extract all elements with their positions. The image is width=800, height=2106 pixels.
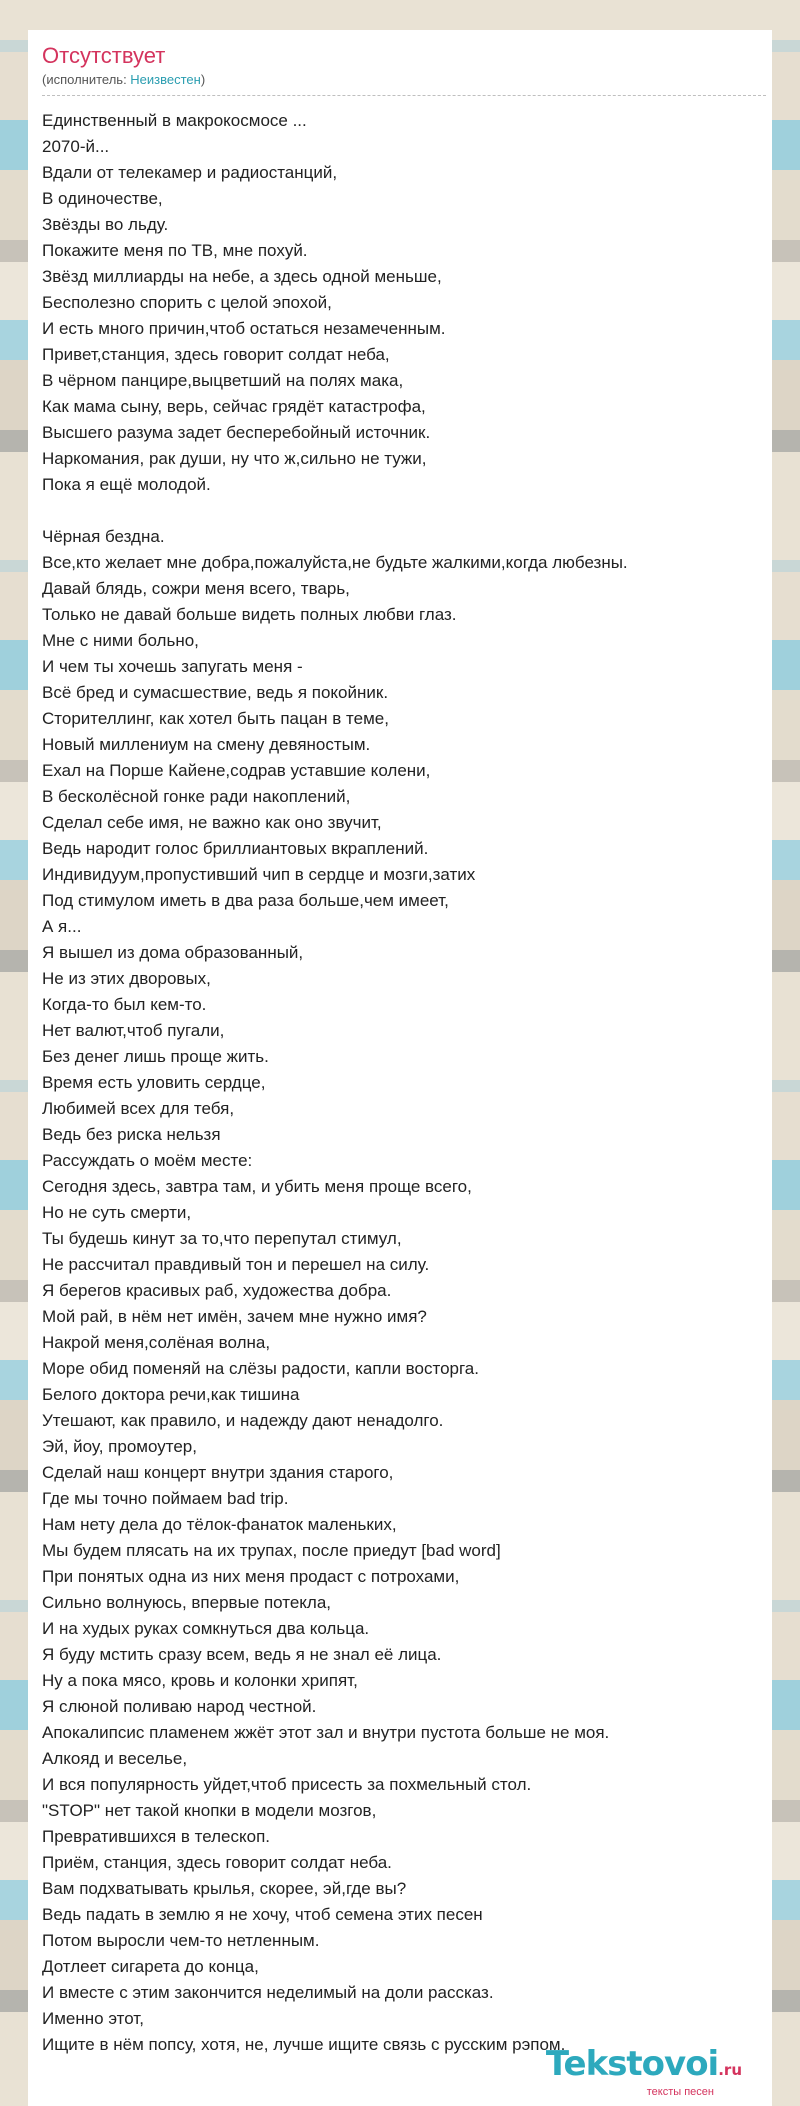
lyrics-text [28, 96, 772, 2058]
logo-wordmark [546, 2046, 742, 2088]
lyric-line: И есть много причин,чтоб остаться незамеченным. [42, 319, 446, 338]
lyric-line: Любимей всех для тебя, [42, 1099, 235, 1118]
lyric-line: В чёрном панцире,выцветший на полях мака, [42, 371, 404, 390]
lyric-line: Приём, станция, здесь говорит солдат неба. [42, 1853, 392, 1872]
lyric-line: Накрой меня,солёная волна, [42, 1333, 271, 1352]
lyric-line: Не из этих дворовых, [42, 969, 211, 988]
lyric-line: Сделай наш концерт внутри здания старого, [42, 1463, 394, 1482]
lyric-line: Чёрная бездна. [42, 527, 165, 546]
lyric-line: Ведь падать в землю я не хочу, чтоб семена этих песен [42, 1905, 483, 1924]
lyric-line: Нет валют,чтоб пугали, [42, 1021, 225, 1040]
lyric-line: Сильно волнуюсь, впервые потекла, [42, 1593, 332, 1612]
lyric-line: Мне с ними больно, [42, 631, 199, 650]
lyric-line: Ты будешь кинут за то,что перепутал стимул, [42, 1229, 402, 1248]
lyric-line: Сторителлинг, как хотел быть пацан в теме, [42, 709, 389, 728]
lyric-line: Я вышел из дома образованный, [42, 943, 304, 962]
lyric-line: Где мы точно поймаем bad trip. [42, 1489, 289, 1508]
lyric-line: И чем ты хочешь запугать меня - [42, 657, 303, 676]
logo-tagline: тексты песен [646, 2086, 714, 2098]
lyric-line: 2070-й... [42, 137, 110, 156]
lyric-line: Море обид поменяй на слёзы радости, капли восторга. [42, 1359, 479, 1378]
song-title: Отсутствует [42, 43, 166, 68]
lyric-line: Именно этот, [42, 2009, 144, 2028]
lyric-line: И вместе с этим закончится неделимый на доли рассказ. [42, 1983, 494, 2002]
lyric-line: При понятых одна из них меня продаст с потрохами, [42, 1567, 460, 1586]
lyric-line: Ехал на Порше Кайене,содрав уставшие колени, [42, 761, 431, 780]
lyric-line: В бесколёсной гонке ради накоплений, [42, 787, 351, 806]
lyric-line: Я берегов красивых раб, художества добра. [42, 1281, 392, 1300]
logo-name: Tekstovoi [545, 2044, 719, 2084]
artist-suffix: ) [200, 72, 206, 87]
lyric-line: В одиночестве, [42, 189, 163, 208]
lyric-line: Покажите меня по ТВ, мне похуй. [42, 241, 308, 260]
lyric-line: Все,кто желает мне добра,пожалуйста,не будьте жалкими,когда любезны. [42, 553, 628, 572]
lyric-line: Вам подхватывать крылья, скорее, эй,где вы? [42, 1879, 407, 1898]
artist-link[interactable]: Неизвестен [130, 72, 201, 87]
lyric-line: Ведь без риска нельзя [42, 1125, 221, 1144]
lyric-line: Я слюной поливаю народ честной. [42, 1697, 317, 1716]
lyric-line: Ищите в нём попсу, хотя, не, лучше ищите связь с русским рэпом. [42, 2035, 566, 2054]
lyric-line: Алкояд и веселье, [42, 1749, 188, 1768]
lyric-line: Апокалипсис пламенем жжёт этот зал и внутри пустота больше не моя. [42, 1723, 610, 1742]
lyric-line: Звёзд миллиарды на небе, а здесь одной меньше, [42, 267, 442, 286]
lyric-line: Время есть уловить сердце, [42, 1073, 266, 1092]
lyric-line: Рассуждать о моём месте: [42, 1151, 253, 1170]
lyric-line: Звёзды во льду. [42, 215, 169, 234]
lyric-line: Мы будем плясать на их трупах, после приедут [bad word] [42, 1541, 501, 1560]
lyric-line: Индивидуум,пропустивший чип в сердце и мозги,затих [42, 865, 476, 884]
artist-line [42, 71, 758, 89]
lyric-line: А я... [42, 917, 82, 936]
lyric-line: Но не суть смерти, [42, 1203, 192, 1222]
logo-suffix: .ru [718, 2061, 742, 2079]
lyric-line: Сделал себе имя, не важно как оно звучит, [42, 813, 382, 832]
lyric-line: Только не давай больше видеть полных любви глаз. [42, 605, 457, 624]
lyric-line: Всё бред и сумасшествие, ведь я покойник. [42, 683, 389, 702]
lyric-line: Ну а пока мясо, кровь и колонки хрипят, [42, 1671, 358, 1690]
lyric-line: Бесполезно спорить с целой эпохой, [42, 293, 332, 312]
lyric-line: Давай блядь, сожри меня всего, тварь, [42, 579, 350, 598]
lyric-line: Белого доктора речи,как тишина [42, 1385, 300, 1404]
artist-prefix: (исполнитель: [42, 72, 131, 87]
lyric-line: И на худых руках сомкнуться два кольца. [42, 1619, 370, 1638]
lyric-line: Дотлеет сигарета до конца, [42, 1957, 259, 1976]
lyric-line: Вдали от телекамер и радиостанций, [42, 163, 338, 182]
lyric-line: Наркомания, рак души, ну что ж,сильно не тужи, [42, 449, 427, 468]
lyric-line: Утешают, как правило, и надежду дают ненадолго. [42, 1411, 444, 1430]
lyric-line: Новый миллениум на смену девяностым. [42, 735, 371, 754]
lyric-line: Пока я ещё молодой. [42, 475, 211, 494]
site-logo[interactable] [546, 2046, 742, 2098]
lyric-line: Превратившихся в телескоп. [42, 1827, 271, 1846]
lyric-line: Эй, йоу, промоутер, [42, 1437, 197, 1456]
lyric-line: Сегодня здесь, завтра там, и убить меня проще всего, [42, 1177, 472, 1196]
lyric-line: И вся популярность уйдет,чтоб присесть за похмельный стол. [42, 1775, 532, 1794]
lyric-line: Не рассчитал правдивый тон и перешел на силу. [42, 1255, 430, 1274]
lyric-line: Как мама сыну, верь, сейчас грядёт катастрофа, [42, 397, 426, 416]
lyric-line: "STOP" нет такой кнопки в модели мозгов, [42, 1801, 377, 1820]
lyric-line: Я буду мстить сразу всем, ведь я не знал её лица. [42, 1645, 442, 1664]
lyric-line: Нам нету дела до тёлок-фанаток маленьких, [42, 1515, 397, 1534]
lyric-line: Когда-то был кем-то. [42, 995, 207, 1014]
lyric-line [42, 498, 758, 524]
song-header [28, 30, 772, 89]
lyric-line: Единственный в макрокосмосе ... [42, 111, 307, 130]
lyric-line: Мой рай, в нём нет имён, зачем мне нужно имя? [42, 1307, 427, 1326]
lyric-line: Ведь народит голос бриллиантовых вкраплений. [42, 839, 429, 858]
lyric-line: Привет,станция, здесь говорит солдат неба, [42, 345, 390, 364]
lyric-line: Без денег лишь проще жить. [42, 1047, 269, 1066]
lyric-line: Высшего разума задет бесперебойный источник. [42, 423, 431, 442]
lyric-line: Под стимулом иметь в два раза больше,чем имеет, [42, 891, 449, 910]
lyrics-page [28, 30, 772, 2106]
lyric-line: Потом выросли чем-то нетленным. [42, 1931, 320, 1950]
